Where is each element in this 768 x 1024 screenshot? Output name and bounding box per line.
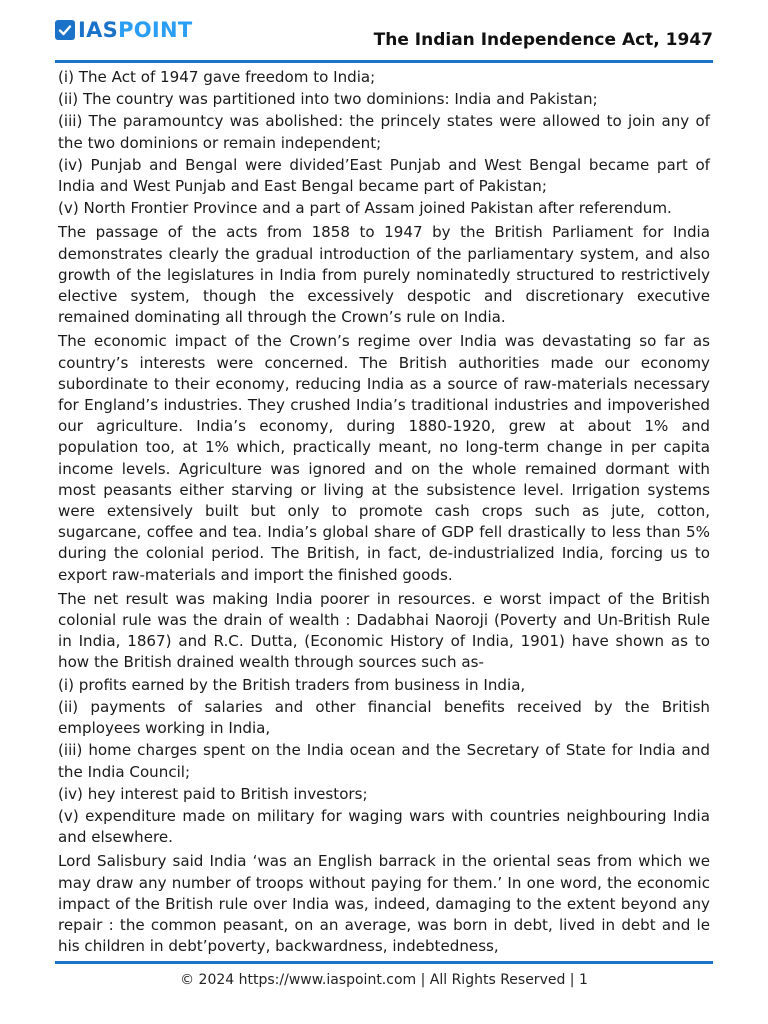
paragraph: (iv) hey interest paid to British investors; [58,784,368,803]
paragraph: The net result was making India poorer in resources. e worst impact of the British colonial rule was the drain of wealth : Dadabhai Naoroji (Poverty and Un-British Rule in India, 1867) and R.C. Dutta, (Economic History of India, 1901) have shown as to how the British drained wealth through sources such as- [58,589,710,672]
document-body [58,67,710,958]
paragraph: (iii) home charges spent on the India ocean and the Secretary of State for India and the India Council; [58,741,710,781]
paragraph: (i) The Act of 1947 gave freedom to India; [58,68,376,86]
paragraph: (i) profits earned by the British traders from business in India, [58,675,526,694]
paragraph: (v) expenditure made on military for waging wars with countries neighbouring India and elsewhere. [58,806,710,847]
paragraph: Lord Salisbury said India ‘was an English barrack in the oriental seas from which we may draw any number of troops without paying for them.’ In one word, the economic impact of the British rule over India was, indeed, damaging to the extent beyond any repair : the common peasant, on an average, was born in debt, lived in debt and le his children in debt’poverty, backwardness, indebtedness, [58,852,710,956]
footer-divider [55,961,713,964]
paragraph: (iv) Punjab and Bengal were divided’East Punjab and West Bengal became part of India and West Punjab and East Bengal became part of Pakistan; [58,155,710,196]
paragraph: (ii) payments of salaries and other financial benefits received by the British employees working in India, [58,697,710,738]
page-header [55,14,713,62]
header-divider [55,60,713,63]
paragraph: (iii) The paramountcy was abolished: the princely states were allowed to join any of the two dominions or remain independent; [58,112,710,152]
paragraph: The passage of the acts from 1858 to 1947 by the British Parliament for India demonstrates clearly the gradual introduction of the parliamentary system, and also growth of the legislatures in India from purely nominatedly structured to restrictively elective system, though the excessively despotic and discretionary executive remained dominating all through the Crown’s rule on India. [58,223,710,327]
iaspoint-logo[interactable] [55,18,193,42]
page-footer: © 2024 https://www.iaspoint.com | All Rights Reserved | 1 [180,972,588,988]
paragraph: (v) North Frontier Province and a part of Assam joined Pakistan after referendum. [58,199,672,218]
document-title: The Indian Independence Act, 1947 [373,30,713,50]
paragraph: (ii) The country was partitioned into two dominions: India and Pakistan; [58,90,598,109]
logo-text: IASPOINT [78,18,193,42]
paragraph: The economic impact of the Crown’s regime over India was devastating so far as country’s interests were concerned. The British authorities made our economy subordinate to their economy, reducing India as a source of raw-materials necessary for England’s industries. They crushed India’s traditional industries and impoverished our agriculture. India’s economy, during 1880-1920, grew at about 1% and population too, at 1% which, practically meant, no long-term change in per capita income levels. Agriculture was ignored and on the whole remained dormant with most peasants either starving or living at the subsistence level. Irrigation systems were extensively built but only to promote cash crops such as jute, cotton, sugarcane, coffee and tea. India’s global share of GDP fell drastically to less than 5% during the colonial period. The British, in fact, de-industrialized India, forcing us to export raw-materials and import the finished goods. [58,332,710,584]
checkmark-icon [55,20,75,40]
